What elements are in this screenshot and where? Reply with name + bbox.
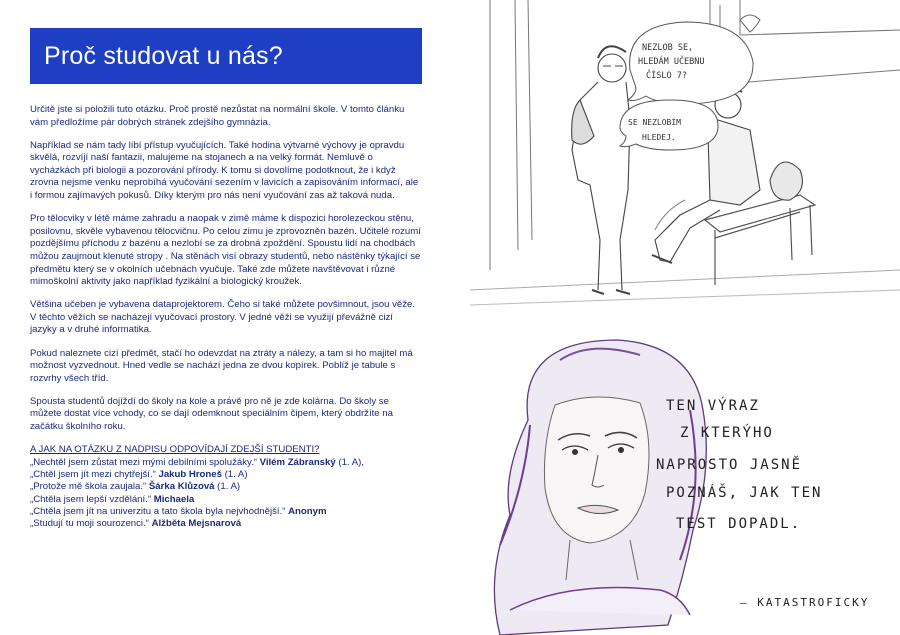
paragraph: Pokud naleznete cizí předmět, stačí ho odevzdat na ztráty a nálezy, a tam si ho majitel má možnost vyzvednout. Hned vedle se nachází jedna ze dvou kopírek. Poblíž je tabule s rozvrhy všech tříd. xyxy=(30,347,413,384)
bench xyxy=(705,195,815,285)
quote-text: „Nechtěl jsem zůstat mezi mými debilními spolužáky.“ xyxy=(30,456,260,468)
caption-line: TEST DOPADL. xyxy=(676,516,802,532)
quote-item xyxy=(30,457,422,469)
quote-text: „Chtěl jsem jít mezi chytřejší.“ xyxy=(30,468,159,480)
article-column xyxy=(30,28,422,530)
caption-line: NAPROSTO JASNĚ xyxy=(656,457,803,473)
quotes-list xyxy=(30,457,422,531)
paragraph: Spousta studentů dojíždí do školy na kole a právě pro ně je zde kolárna. Do školy se můžete dostat více vchody, co se dají odemknout speciálním čipem, který obdržíte na začátku školního roku. xyxy=(30,395,393,432)
quote-author: Michaela xyxy=(153,493,195,505)
quote-text: „Protože mě škola zaujala.“ xyxy=(30,481,149,493)
speech-bubble-question xyxy=(628,22,753,104)
quote-item xyxy=(30,518,422,530)
quote-text: „Chtěla jsem jít na univerzitu a tato škola byla nejvhodnější.“ xyxy=(30,505,289,517)
quote-author: Alžběta Mejsnarová xyxy=(151,518,242,530)
paragraph: Určitě jste si položili tuto otázku. Proč prostě nezůstat na normální škole. V tomto článku vám předložíme pár dobrých stránek zdejšího gymnázia. xyxy=(30,104,405,128)
quote-item xyxy=(30,506,422,518)
corridor-sketch xyxy=(470,0,900,320)
portrait-sketch xyxy=(470,330,900,635)
quote-item xyxy=(30,469,422,481)
paragraph: Většina učeben je vybavena dataprojektorem. Čeho si také můžete povšimnout, jsou věže. V těchto věžích se nacházejí vyučovací prostory. V jedné věži se využijí převážně cizí jazyky a v druhé informatika. xyxy=(30,299,416,336)
article-body xyxy=(30,104,422,530)
speech-bubble-answer xyxy=(620,100,718,150)
quote-class: (1. A) xyxy=(221,468,248,480)
quote-author: Jakub Hroneš xyxy=(158,468,222,480)
caption-line: TEN VÝRAZ xyxy=(666,398,760,414)
signature: – KATASTROFICKY xyxy=(740,596,870,609)
title-banner xyxy=(30,28,422,84)
quote-class: (1. A) xyxy=(214,481,241,493)
caption-line: Z KTERÝHO xyxy=(680,425,774,441)
illustrations-column xyxy=(470,0,900,635)
bubble-line: HLEDEJ. xyxy=(642,133,676,142)
quotes-heading: A JAK NA OTÁZKU Z NADPISU ODPOVÍDAJÍ ZDEJŠÍ STUDENTI? xyxy=(30,444,320,456)
page-title: Proč studovat u nás? xyxy=(44,41,283,70)
quote-text: „Studují tu moji sourozenci.“ xyxy=(30,518,152,530)
quote-class: (1. A), xyxy=(335,456,364,468)
quote-item xyxy=(30,494,422,506)
bubble-line: NEZLOB SE, xyxy=(642,43,694,53)
bubble-line: ČÍSLO 7? xyxy=(646,71,687,81)
bubble-line: SE NEZLOBÍM xyxy=(628,118,681,127)
quote-item xyxy=(30,481,422,493)
quote-author: Šárka Klůzová xyxy=(148,481,215,493)
standing-student-figure xyxy=(572,46,630,294)
paragraph: Pro tělocviky v létě máme zahradu a naopak v zimě máme k dispozici horolezeckou stěnu, posilovnu, skvěle vybavenou tělocvičnu. Po celou zimu je zprovozněn bazén. Učitelé rozumí pozdějšímu příchodu z bazénu a nezlobí se za drobná zpoždění. Spoustu lidí na chodbách můžou zaujmout klenuté stropy . Na stěnách visí obrazy studentů, nebo nástěnky týkající se předmětu který se v okolních učebnách vyučuje. Také zde můžete navštěvovat i různé mimoškolní aktivity jako například fyzikální a biologický kroužek. xyxy=(30,213,421,288)
quote-author: Anonym xyxy=(288,505,327,517)
bubble-line: HLEDÁM UČEBNU xyxy=(638,57,705,67)
caption-line: POZNÁŠ, JAK TEN xyxy=(666,485,823,501)
quote-author: Vilém Zábranský xyxy=(259,456,336,468)
quote-text: „Chtěla jsem lepší vzdělání.“ xyxy=(30,493,154,505)
paragraph: Například se nám tady líbí přístup vyučujících. Také hodina výtvarné výchovy je opravdu skvělá, rozvíjí naší fantazii, malujeme na stojanech a na velký formát. Nemluvě o vycházkách při biologii a pozorování přírody. K tomu si dovolíme podotknout, že i když zrovna nejsme venku neprobíhá vyučování sezením v lavicích a zapisováním informací, ale i formou zajímavých pokusů. Díky kterým pro nás není vyučování zas až taková nuda. xyxy=(30,139,419,202)
